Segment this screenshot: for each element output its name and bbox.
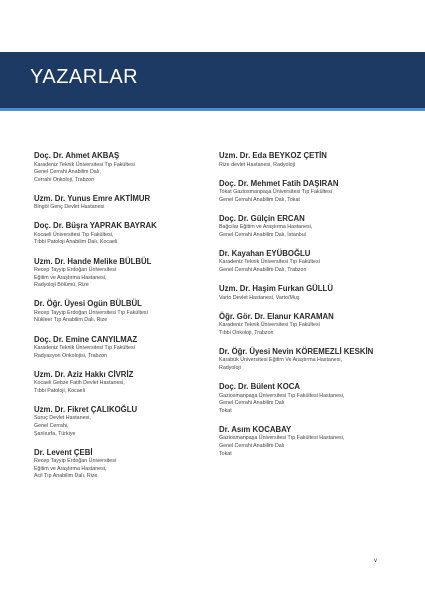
author-affiliation-line: Şanlıurfa, Türkiye [34, 430, 76, 437]
author-affiliation-line: Karadeniz Teknik Üniversitesi Tıp Fakültesi [34, 345, 135, 352]
author-affiliation-line: Bingöl Genç Devlet Hastanesi [34, 204, 105, 211]
author-entry [219, 151, 404, 169]
author-affiliation-line: Genel Cerrahi Anabilim Dalı, İstanbul [219, 231, 306, 238]
author-title-given-name: Dr. Öğr. Üyesi Ogün [34, 299, 110, 309]
author-title-given-name: Öğr. Gör. Dr. Elanur [219, 311, 294, 321]
author-surname: AKBAŞ [91, 151, 120, 160]
author-name [219, 214, 404, 225]
author-affiliation-line: Varto Devlet Hastanesi, Varto/Muş [219, 294, 300, 301]
author-title-given-name: Uzm. Dr. Yunus Emre [34, 193, 115, 203]
author-title-given-name: Doç. Dr. Bülent [219, 382, 278, 392]
author-title-given-name: Dr. Öğr. Üyesi Nevin [219, 346, 296, 356]
author-affiliation-line: Bağcılar Eğitim ve Araştırma Hastanesi, [219, 224, 313, 231]
author-affiliation-line: Gaziosmanpaşa Üniversitesi Tıp Fakültesi Hastanesi, [219, 392, 345, 399]
author-affiliation-line: Suruç Devlet Hastanesi, [34, 415, 91, 422]
author-entry [34, 257, 219, 290]
author-name [219, 179, 404, 190]
author-surname: KARAMAN [293, 311, 334, 321]
author-affiliation-line: Nükleer Tıp Anabilim Dalı, Rize [34, 317, 108, 324]
author-affiliation-line: Genel Cerrahi, [34, 423, 69, 429]
author-entry [219, 382, 404, 415]
author-surname: EYÜBOĞLU [266, 248, 311, 258]
author-surname: ÇALIKOĞLU [90, 404, 138, 414]
author-affiliation-line: Eğitim ve Araştırma Hastanesi, [34, 465, 107, 472]
author-affiliation-line: Radyoloji [219, 365, 241, 372]
author-surname: YAPRAK BAYRAK [89, 221, 157, 231]
author-name [34, 151, 219, 162]
author-entry [219, 312, 404, 338]
author-surname: DAŞIRAN [303, 178, 339, 188]
author-surname: KÖREMEZLİ KESKİN [295, 346, 374, 356]
author-entry [34, 299, 219, 325]
author-affiliation-line: Karadeniz Teknik Üniversitesi Tıp Fakültesi [219, 322, 320, 329]
page-title: YAZARLAR [30, 66, 139, 88]
author-affiliation-line: Genel Cerrahi Anabilim Dalı, [34, 169, 101, 176]
author-surname: ERCAN [277, 213, 305, 223]
author-affiliation-line: Kocaeli Üniversitesi Tıp Fakültesi, [34, 231, 114, 238]
author-entry [34, 405, 219, 438]
author-affiliation-line: Kocaeli Gebze Fatih Devlet Hastanesi, [34, 380, 125, 387]
author-entry [34, 221, 219, 247]
author-name [219, 312, 404, 323]
author-title-given-name: Uzm. Dr. Aziz Hakkı [34, 369, 108, 379]
author-name [219, 382, 404, 393]
header-accent-line [0, 108, 425, 111]
author-entry [219, 214, 404, 240]
author-surname: KOCA [277, 382, 301, 392]
author-affiliation-line: Tıbbi Patoloji, Kocaeli [34, 387, 85, 394]
author-affiliation-line: Genel Cerrahi Anabilim Dalı, Tokat [219, 196, 300, 203]
author-affiliation-line: Genel Cerrahi Anabilim Dalı [219, 400, 285, 407]
author-surname: CANYILMAZ [91, 334, 138, 344]
author-name [34, 257, 219, 268]
author-affiliation-line: Recep Tayyip Erdoğan Üniversitesi Tıp Fakültesi [34, 309, 148, 316]
author-name [34, 370, 219, 381]
author-entry [34, 370, 219, 396]
author-name [219, 284, 404, 295]
author-entry [219, 249, 404, 275]
author-title-given-name: Doç. Dr. Ahmet [34, 151, 92, 160]
top-margin [0, 0, 425, 52]
author-title-given-name: Doç. Dr. Büşra [34, 221, 90, 231]
author-name [34, 194, 219, 205]
author-title-given-name: Uzm. Dr. Hande Melike [34, 256, 120, 266]
author-entry [219, 179, 404, 205]
author-title-given-name: Doç. Dr. Emine [34, 334, 92, 344]
author-name [219, 425, 404, 436]
author-surname: ÇEBİ [73, 447, 93, 457]
author-affiliation-line: Tokat [219, 407, 232, 414]
author-affiliation-line: Recep Tayyip Erdoğan Üniversitesi [34, 267, 117, 274]
author-title-given-name: Doç. Dr. Gülçin [219, 213, 278, 223]
author-title-given-name: Dr. Levent [34, 447, 74, 457]
author-name [34, 448, 219, 459]
author-surname: BÜLBÜL [119, 256, 152, 266]
author-affiliation-line: Tokat [219, 450, 232, 457]
author-affiliation-line: Radyasyon Onkolojisi, Trabzon [34, 352, 108, 359]
author-surname: CİVRİZ [107, 369, 134, 379]
author-name [34, 221, 219, 232]
author-entry [34, 194, 219, 212]
author-entry [34, 448, 219, 481]
author-surname: KOCABAY [252, 424, 292, 434]
author-entry [219, 347, 404, 373]
author-entry [219, 425, 404, 458]
authors-column-right [219, 151, 404, 468]
author-surname: BEYKOZ ÇETİN [268, 151, 327, 160]
author-affiliation-line: Tokat Gaziosmanpaşa Üniversitesi Tıp Fakültesi [219, 189, 332, 196]
author-title-given-name: Dr. Kayahan [219, 248, 267, 258]
authors-column-left [34, 151, 219, 490]
author-surname: GÜLLÜ [306, 284, 333, 294]
author-affiliation-line: Recep Tayyip Erdoğan Üniversitesi [34, 458, 117, 465]
author-name [34, 299, 219, 310]
author-affiliation-line: Cerrahi Onkoloji, Trabzon [34, 176, 95, 183]
author-affiliation-line: Karabük Üniversitesi Eğitim Ve Araştırma Hastanesi, [219, 357, 343, 364]
author-title-given-name: Uzm. Dr. Haşim Furkan [219, 284, 307, 294]
author-affiliation-line: Tıbbi Onkoloji, Trabzon [219, 329, 274, 336]
author-name [219, 347, 404, 358]
author-affiliation-line: Genel Cerrahi Anabilim Dalı [219, 443, 285, 449]
author-entry [34, 151, 219, 184]
author-affiliation-line: Gaziosmanpaşa Üniversitesi Tıp Fakültesi Hastanesi, [219, 435, 345, 442]
author-affiliation-line: Radyoloji Bölümü, Rize [34, 282, 89, 289]
author-name [34, 335, 219, 346]
author-affiliation-line: Genel Cerrahi Anabilim Dalı, Trabzon [219, 267, 307, 274]
author-name [219, 151, 404, 162]
author-affiliation-line: Tıbbi Patoloji Anabilim Dalı, Kocaeli [34, 239, 118, 246]
author-title-given-name: Uzm. Dr. Eda [219, 151, 269, 160]
author-title-given-name: Doç. Dr. Mehmet Fatih [219, 178, 304, 188]
author-entry [219, 284, 404, 302]
author-affiliation-line: Rize devlet Hastanesi, Radyoloji [219, 161, 295, 168]
author-title-given-name: Dr. Asım [219, 424, 253, 434]
author-affiliation-line: Acil Tıp Anabilim Dalı, Rize [34, 473, 98, 480]
author-surname: BÜLBÜL [109, 299, 142, 309]
author-name [34, 405, 219, 416]
page-number: v [374, 558, 377, 564]
author-affiliation-line: Karadeniz Teknik Üniversitesi Tıp Fakültesi [219, 259, 320, 266]
author-affiliation-line: Eğitim ve Araştırma Hastanesi, [34, 274, 107, 281]
author-surname: AKTİMUR [114, 193, 151, 203]
author-name [219, 249, 404, 260]
author-entry [34, 335, 219, 361]
author-title-given-name: Uzm. Dr. Fikret [34, 404, 91, 414]
author-affiliation-line: Karadeniz Teknik Üniversitesi Tıp Fakültesi [34, 161, 135, 168]
